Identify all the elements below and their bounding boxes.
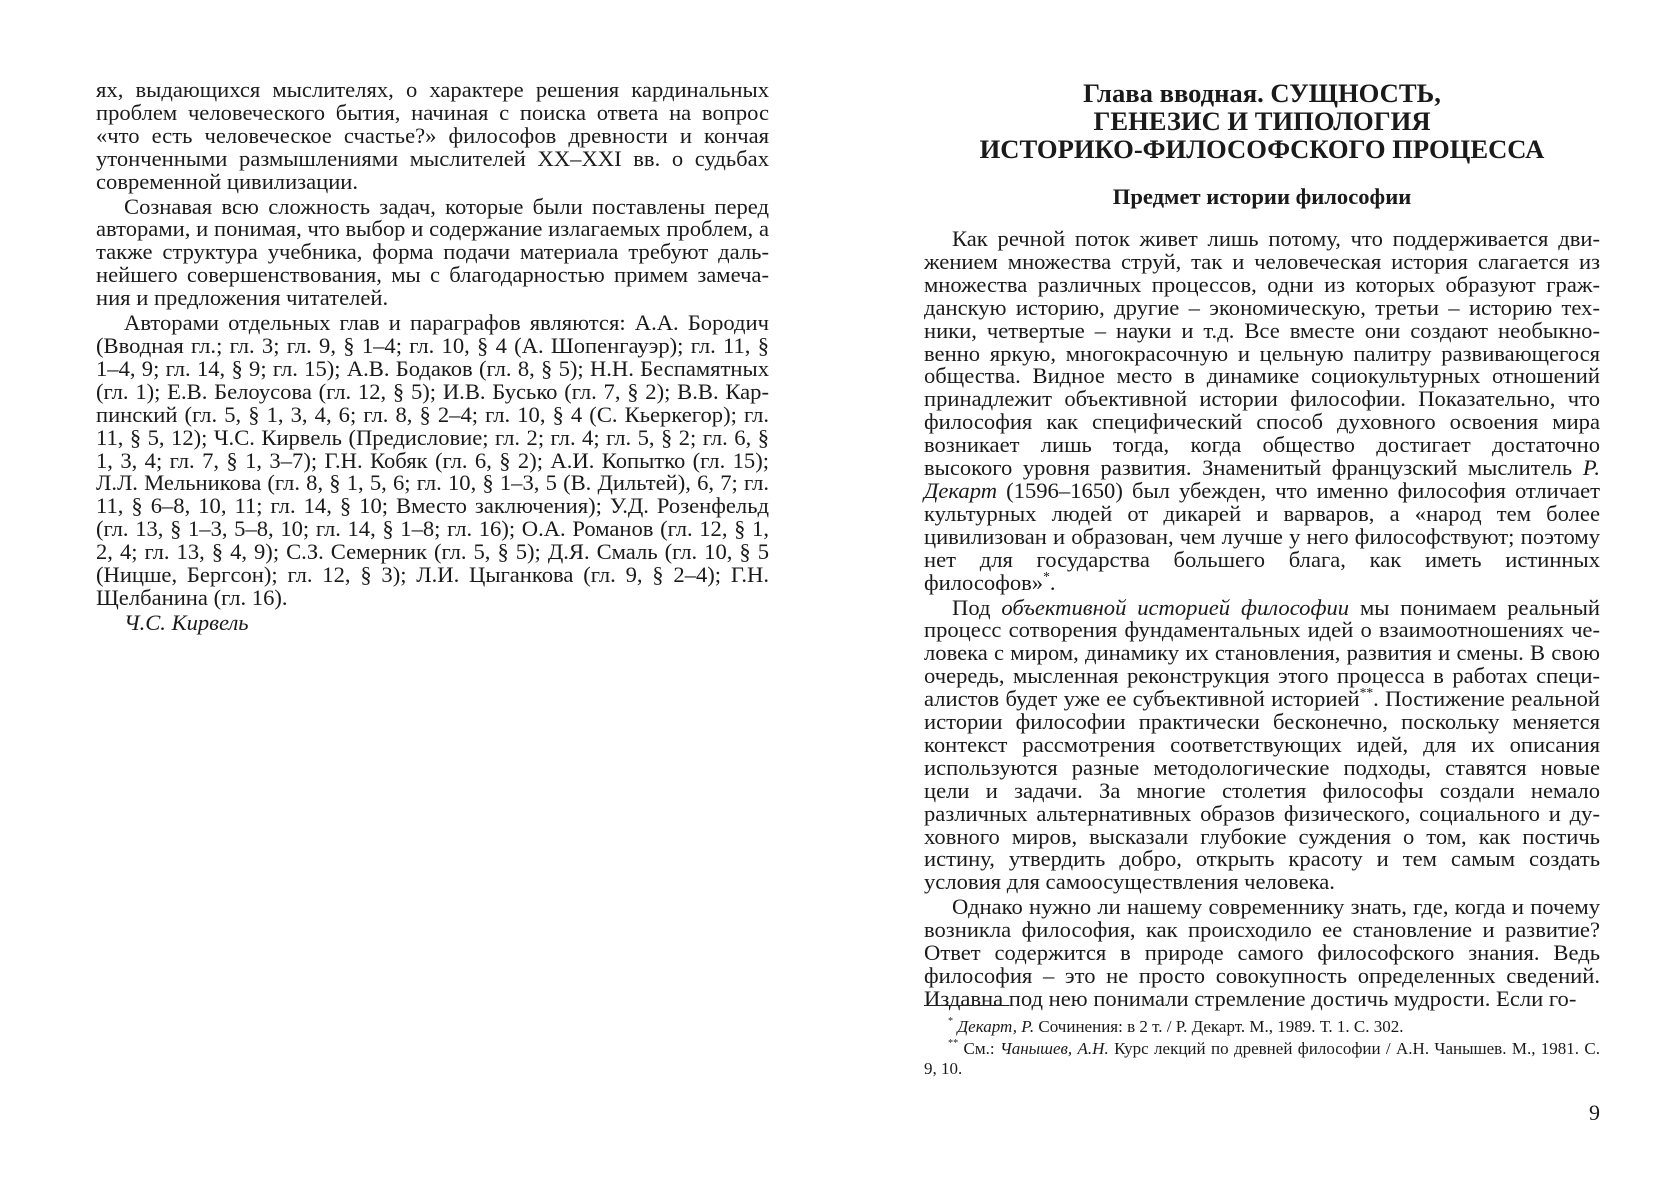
footnote-2-mark: **: [948, 1038, 959, 1049]
paragraph-acknowledgement: Сознавая всю сложность задач, которые были поставлены перед авторами, и понимая, что выбор и содержание излагаемых проблем, а также структура учебника, форма подачи материала требуют дальнейшего совершенствования, мы с благодарностью примем замечания и предложения читателей.: [96, 193, 769, 311]
paragraph-authors: Авторами отдельных глав и параграфов являются: А.А. Бородич (Вводная гл.; гл. 3; гл. 9, § 1–4; гл. 10, § 4 (А. Шопенгауэр); гл. 11, § 1–4, 9; гл. 14, § 9; гл. 15); А.В. Бодаков (гл. 8, § 5); Н.Н. Беспамятных (гл. 1); Е.В. Белоусова (гл. 12, § 5); И.В. Бусько (гл. 7, § 2); В.В. Карпинский (гл. 5, § 1, 3, 4, 6; гл. 8, § 2–4; гл. 10, § 4 (С. Кьеркегор); гл. 11, § 5, 12); Ч.С. Кирвель (Предисловие; гл. 2; гл. 4; гл. 5, § 2; гл. 6, § 1, 3, 4; гл. 7, § 1, 3–7); Г.Н. Кобяк (гл. 6, § 2); А.И. Копытко (гл. 15); Л.Л. Мельникова (гл. 8, § 1, 5, 6; гл. 10, § 1–3, 5 (В. Дильтей), 6, 7; гл. 11, § 6–8, 10, 11; гл. 14, § 10; Вместо заключения); У.Д. Розенфельд (гл. 13, § 1–3, 5–8, 10; гл. 14, § 1–8; гл. 16); О.А. Романов (гл. 12, § 1, 2, 4; гл. 13, § 4, 9); С.З. Семерник (гл. 5, § 5); Д.Я. Смаль (гл. 10, § 5 (Ницше, Бергсон); гл. 12, § 3); Л.И. Цыганкова (гл. 9, § 2–4); Г.Н. Щелбанина (гл. 16).: [96, 310, 769, 610]
paragraph-river-text: Как речной поток живет лишь потому, что поддерживается движением множества струй, так и человеческая история слагается из множества различных процессов, одни из которых образуют гражданскую историю, другие – экономическую, третьи – историю техники, четвертые – науки и т.д. Все вместе они создают необыкновенно яркую, многокрасочную и цельную палитру развивающегося общества. Видное место в динамике социокультурных отношений принадлежит объективной истории философии. Показательно, что философия как специфический способ духовного освоения мира возникает лишь тогда, когда общество достигает достаточно высокого уровня развития. Знаменитый французский мыслитель: [924, 226, 1600, 481]
left-page-text: [96, 79, 769, 635]
chapter-title-line-2: ГЕНЕЗИС И ТИПОЛОГИЯ: [1093, 106, 1431, 136]
chapter-title: [924, 79, 1600, 163]
signature: Ч.С. Кирвель: [124, 609, 249, 635]
footnote-ref-2[interactable]: **: [1359, 685, 1374, 701]
descartes-name: Р. Декарт: [924, 455, 1600, 503]
footnote-2: [924, 1039, 1600, 1079]
paragraph-end-mark: .: [1049, 569, 1056, 595]
chapter-title-line-3: ИСТОРИКО-ФИЛОСОФСКОГО ПРОЦЕССА: [979, 134, 1545, 164]
paragraph-end: . Постижение реальной истории философии практически бесконечно, поскольку меняется контекст рассмотрения соответствующих идей, для их описания используются разные методологические подходы, ставятся новые цели и задачи. За многие столетия философы создали немало различных альтернативных образов физического, социального и духовного миров, высказали глубокие суждения о том, как постичь истину, утвердить добро, открыть красоту и тем самым создать условия для самоосуществления человека.: [924, 686, 1600, 895]
paragraph-objective-history: [924, 594, 1600, 895]
footnote-1-author: Декарт, Р.: [957, 1017, 1035, 1036]
paragraph-continuation: ях, выдающихся мыслителях, о характере решения кардинальных проблем человеческого бытия, начиная с поиска ответа на вопрос «что есть человеческое счастье?» философов древности и кончая утонченными размышлениями мыслителей XX–XXI вв. о судьбах современной цивилизации.: [96, 77, 769, 194]
section-title: Предмет истории философии: [1112, 184, 1412, 209]
right-page: [839, 0, 1678, 1182]
footnotes: [924, 1017, 1600, 1081]
footnote-1: [924, 1017, 1600, 1037]
paragraph-river-metaphor: [924, 228, 1600, 595]
page-number: 9: [1589, 1100, 1600, 1125]
chapter-title-line-1: Глава вводная. СУЩНОСТЬ,: [1083, 78, 1441, 108]
right-page-text: [924, 228, 1600, 1011]
footnote-ref-1[interactable]: *: [1043, 568, 1050, 584]
paragraph-why-history: Однако нужно ли нашему современнику знать, где, когда и почему возникла философия, как происходило ее становление и развитие? Ответ содержится в природе самого философского знания. Ведь философия – это не просто совокупность определенных сведений. Издавна под нею понимали стремление достичь мудрости. Если го-: [924, 894, 1600, 1011]
footnote-1-text: Сочинения: в 2 т. / Р. Декарт. М., 1989. Т. 1. С. 302.: [1034, 1017, 1404, 1036]
footnote-1-mark: *: [948, 1016, 954, 1027]
footnote-2-text: Курс лекций по древней философии / А.Н. Чанышев. М., 1981. С. 9, 10.: [924, 1039, 1601, 1078]
paragraph-middle: мы понимаем реальный процесс сотворения фундаментальных идей о взаимоотношениях человека с миром, динамику их становления, развития и смены. В свою очередь, мысленная реконструкция этого процесса в работах специалистов будет уже ее субъективной историей: [924, 594, 1600, 712]
footnote-2-author: Чанышев, А.Н.: [1000, 1039, 1109, 1058]
paragraph-start: Под: [952, 594, 1002, 620]
paragraph-descartes-text: (1596–1650) был убежден, что именно философия отличает культурных людей от дикарей и варваров, а «народ тем более цивилизован и образован, чем лучше у него философствуют; поэтому нет для государства большего блага, как иметь истинных философов»: [924, 477, 1600, 595]
footnote-2-prefix: См.:: [958, 1039, 1000, 1058]
term-objective-history: объективной историей философии: [1001, 594, 1350, 620]
footnote-divider: [924, 1005, 1009, 1006]
